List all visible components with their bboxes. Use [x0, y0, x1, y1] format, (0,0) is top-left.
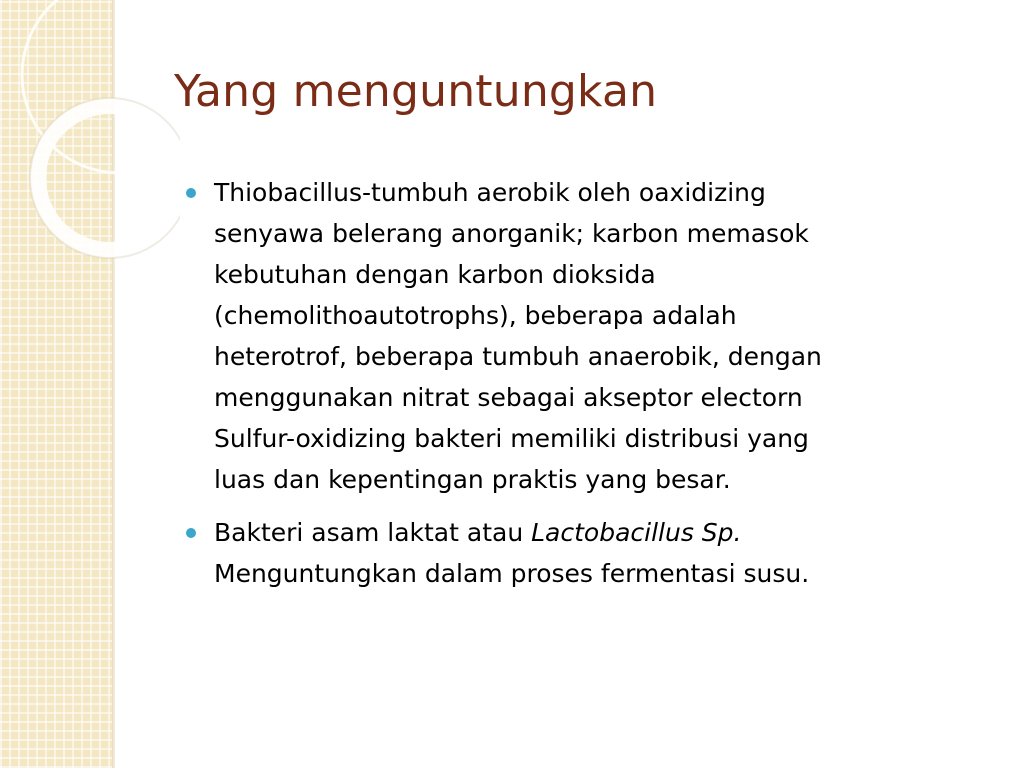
bullet-text-line: menggunakan nitrat sebagai akseptor electorn [214, 383, 803, 412]
bullet-text-line: Thiobacillus-tumbuh aerobik oleh oaxidizing [214, 178, 766, 207]
slide-title: Yang menguntungkan [174, 66, 658, 117]
bullet-text-prefix: Bakteri asam laktat atau [214, 518, 532, 547]
bullet-item-thiobacillus [186, 172, 976, 500]
bullet-text-line: kebutuhan dengan karbon dioksida [214, 260, 656, 289]
bullet-text-line: Sulfur-oxidizing bakteri memiliki distribusi yang [214, 424, 809, 453]
bullet-dot-icon [186, 188, 196, 198]
bullet-item-lactobacillus [186, 512, 976, 594]
bullet-text-line: heterotrof, beberapa tumbuh anaerobik, dengan [214, 342, 822, 371]
decorative-rings [0, 0, 180, 260]
bullet-text-line: Menguntungkan dalam proses fermentasi susu. [214, 559, 810, 588]
decorative-ring-small [38, 106, 180, 250]
bullet-dot-icon [186, 528, 196, 538]
bullet-text-line [214, 512, 976, 553]
species-name: Lactobacillus Sp. [531, 518, 742, 547]
bullet-text-line: senyawa belerang anorganik; karbon memasok [214, 219, 809, 248]
bullet-text-line: luas dan kepentingan praktis yang besar. [214, 465, 731, 494]
bullet-list [186, 172, 976, 606]
bullet-text-line: (chemolithoautotrophs), beberapa adalah [214, 301, 737, 330]
